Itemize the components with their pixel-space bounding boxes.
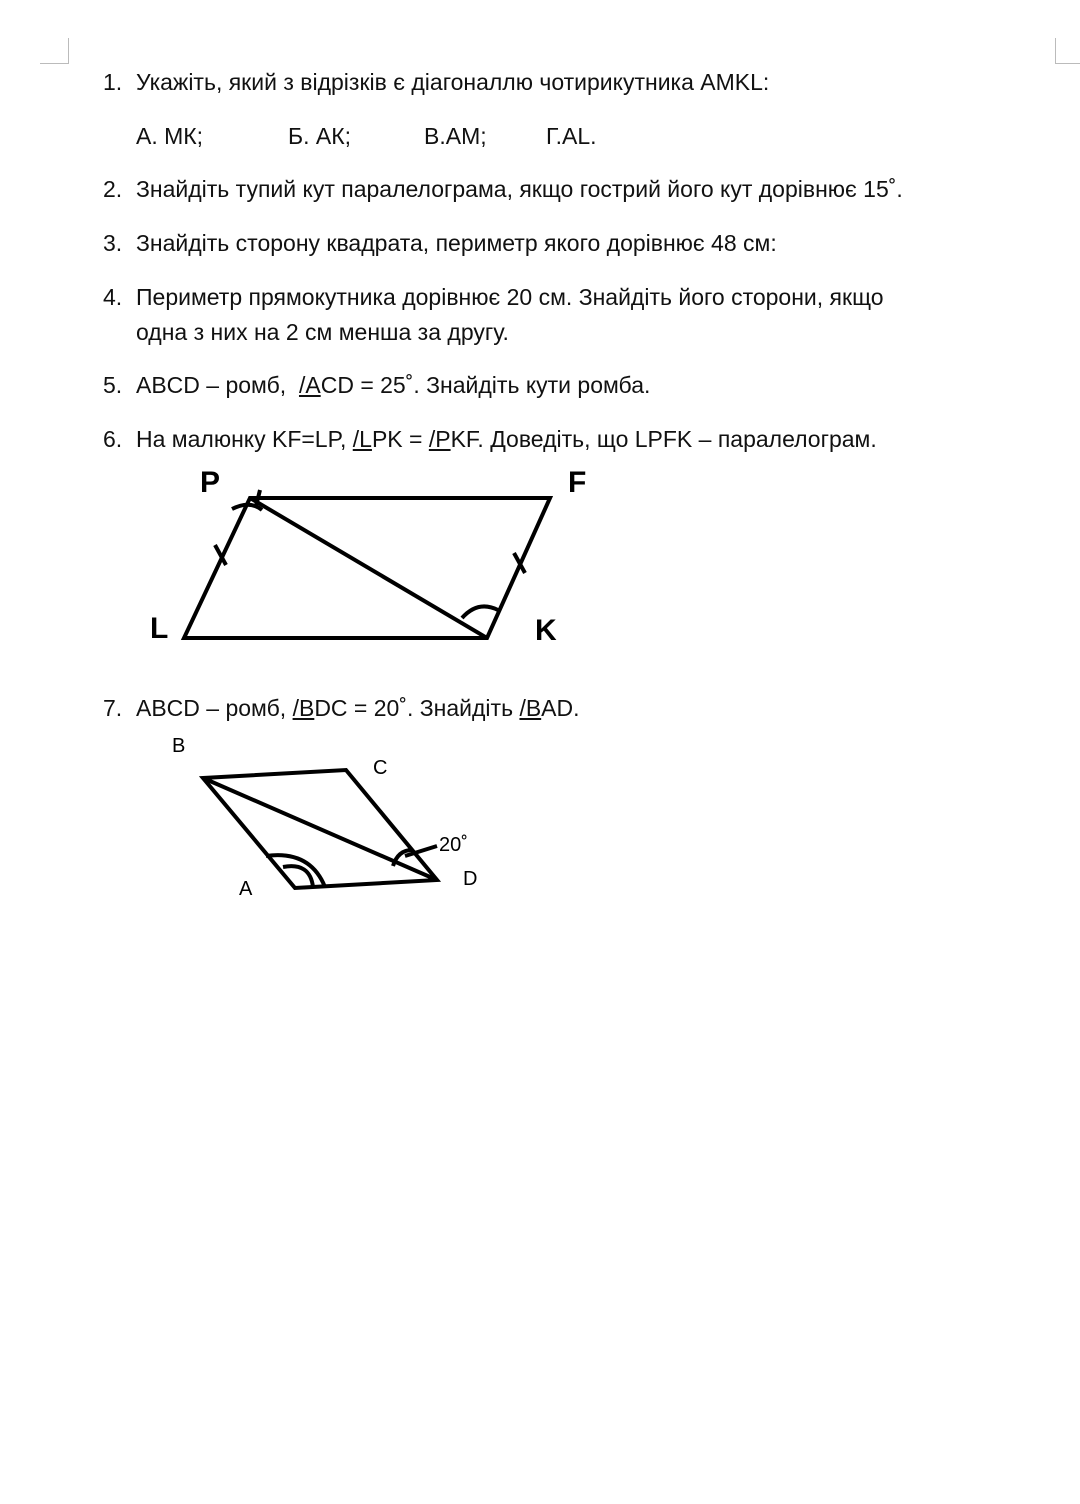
angle-sign: /A	[298, 372, 321, 398]
question-text-cont: одна з них на 2 см менша за другу.	[136, 319, 509, 345]
option-d: Г.AL.	[546, 123, 597, 149]
angle-arc-k	[462, 606, 498, 618]
angle-sign: /P	[428, 426, 451, 452]
question-text: Знайдіть сторону квадрата, периметр якого дорівнює 48 см:	[136, 230, 777, 256]
text-part: ABCD – ромб,	[136, 695, 293, 721]
question-number: 5.	[103, 372, 123, 398]
question-text	[136, 695, 580, 722]
label-l: L	[150, 612, 169, 645]
label-k: K	[535, 614, 557, 647]
text-part: KF. Доведіть, що LPFK – паралелограм.	[450, 426, 877, 452]
label-f: F	[568, 466, 587, 499]
option-b: Б. АК;	[288, 123, 352, 149]
text-part: AD.	[541, 695, 580, 721]
label-a: A	[239, 878, 253, 900]
question-number: 4.	[103, 284, 123, 310]
question-text: Периметр прямокутника дорівнює 20 см. Знайдіть його сторони, якщо	[136, 284, 884, 310]
figure-rhombus-abcd	[203, 770, 437, 888]
question-number: 6.	[103, 426, 123, 452]
angle-value: 20˚	[439, 834, 468, 856]
angle-sign: /B	[519, 695, 542, 721]
option-a: А. МК;	[136, 123, 204, 149]
angle-sign: /L	[352, 426, 372, 452]
label-p: P	[200, 466, 221, 499]
option-c: В.АМ;	[424, 123, 487, 149]
question-number: 3.	[103, 230, 123, 256]
diagonal-bd	[203, 778, 437, 880]
text-part: DC = 20˚. Знайдіть	[314, 695, 520, 721]
question-number: 1.	[103, 69, 123, 95]
text-part: На малюнку KF=LP,	[136, 426, 353, 452]
text-part: PK =	[371, 426, 429, 452]
angle-sign: /B	[292, 695, 315, 721]
figure-parallelogram-lpfk	[184, 490, 550, 638]
diagonal-pk	[250, 498, 487, 638]
question-text: Знайдіть тупий кут паралелограма, якщо гострий його кут дорівнює 15˚.	[136, 176, 903, 202]
question-text: Укажіть, який з відрізків є діагоналлю чотирикутника AMKL:	[136, 69, 770, 95]
label-d: D	[463, 868, 478, 890]
text-part: CD = 25˚. Знайдіть кути ромба.	[320, 372, 651, 398]
angle-arc-a-outer	[266, 855, 325, 887]
text-part: ABCD – ромб,	[136, 372, 299, 398]
question-number: 2.	[103, 176, 123, 202]
label-c: C	[373, 757, 388, 779]
label-b: B	[172, 735, 186, 757]
question-number: 7.	[103, 695, 123, 721]
